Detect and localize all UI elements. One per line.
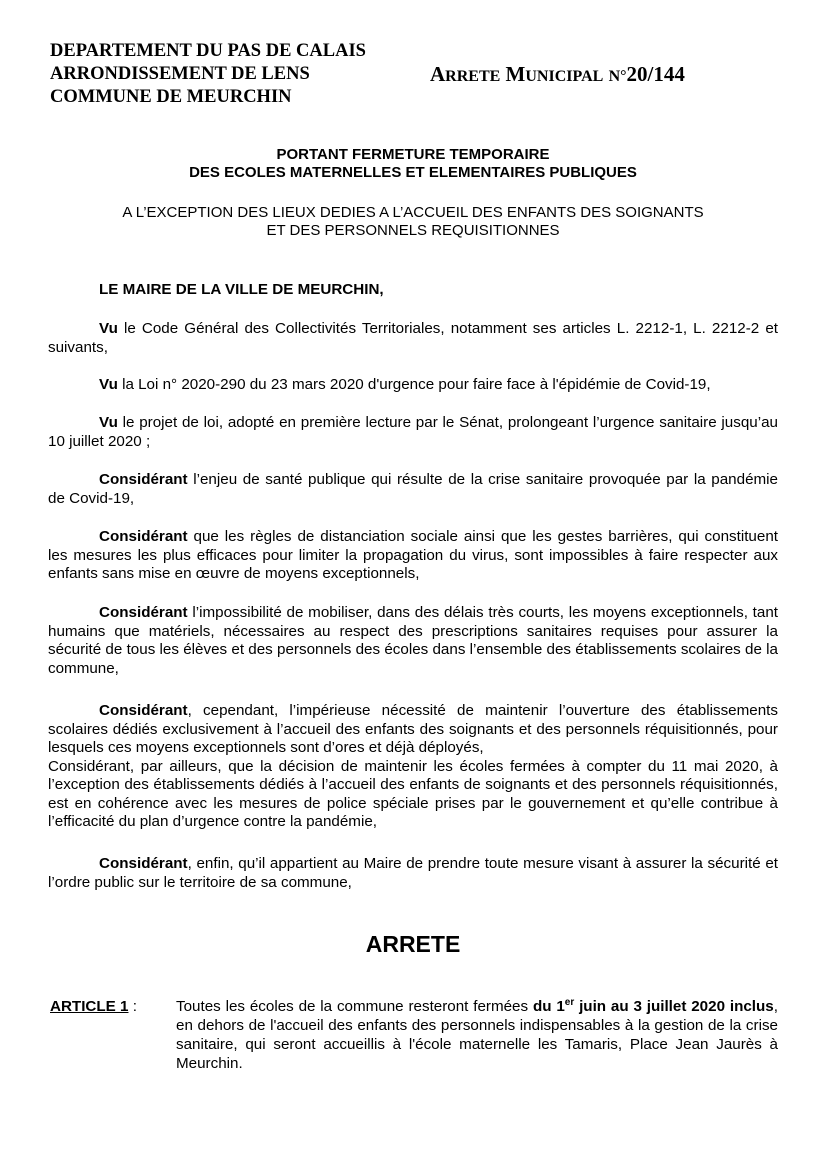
considerant-word: Considérant xyxy=(99,855,188,872)
title-line-1: PORTANT FERMETURE TEMPORAIRE xyxy=(276,146,550,163)
vu-word: Vu xyxy=(99,414,118,431)
considerant-text-1: l’enjeu de santé publique qui résulte de la crise sanitaire provoquée par la pandémie de Covid-19, xyxy=(48,471,778,507)
considerant-text-4b: Considérant, par ailleurs, que la décision de maintenir les écoles fermées à compter du 11 mai 2020, à l’exception des établissements dédiés à l’accueil des enfants de soignants et des personnels réquisitionnés, est en cohérence avec les mesures de police spéciale prises par le gouvernement et qu’elle contribue à l’efficacité du plan d’urgence contre la pandémie, xyxy=(48,757,778,830)
municipal-word-initial: M xyxy=(505,62,526,86)
arrete-word-initial: A xyxy=(430,62,446,86)
article-1-text-end: , en dehors de l'accueil des enfants des personnels indispensables à la gestion de la crise sanitaire, qui seront accueillis à l'école maternelle les Tamaris, Place Jean Jaurès à Meurchin. xyxy=(176,998,778,1072)
title-line-2: DES ECOLES MATERNELLES ET ELEMENTAIRES PUBLIQUES xyxy=(189,164,637,181)
article-1-label: ARTICLE 1 xyxy=(50,998,129,1015)
considerant-paragraph-5 xyxy=(48,855,778,892)
considerant-paragraph-2 xyxy=(48,528,778,584)
header-commune: COMMUNE DE MEURCHIN xyxy=(50,87,292,107)
considerant-word: Considérant xyxy=(99,528,188,545)
vu-word: Vu xyxy=(99,376,118,393)
considerant-paragraph-3 xyxy=(48,604,778,678)
header-authority-block xyxy=(50,40,366,109)
vu-text-1: le Code Général des Collectivités Territoriales, notamment ses articles L. 2212-1, L. 2212-2 et suivants, xyxy=(48,320,778,356)
number-prefix: N° xyxy=(608,68,627,85)
header-arrondissement: ARRONDISSEMENT DE LENS xyxy=(50,64,310,84)
article-1-label-block xyxy=(50,997,137,1016)
municipal-word-rest: UNICIPAL xyxy=(525,68,604,85)
considerant-text-4: , cependant, l’impérieuse nécessité de maintenir l’ouverture des établissements scolaires dédiés exclusivement à l’accueil des enfants des soignants et des personnels réquisitionnés, pour lesquels ces moyens exceptionnels sont d’ores et déjà déployés, xyxy=(48,702,778,756)
subtitle-line-2: ET DES PERSONNELS REQUISITIONNES xyxy=(266,222,560,239)
arrete-number-heading xyxy=(430,62,685,87)
considerant-word: Considérant xyxy=(99,471,188,488)
arrete-word-rest: RRETE xyxy=(445,68,501,85)
subtitle-line-1: A L’EXCEPTION DES LIEUX DEDIES A L’ACCUEIL DES ENFANTS DES SOIGNANTS xyxy=(122,204,704,221)
considerant-text-3: l’impossibilité de mobiliser, dans des délais très courts, les moyens exceptionnels, tant humains que matériels, nécessaires au respect des prescriptions sanitaires requises pour assurer la sécurité de tous les élèves et des personnels des écoles dans l’ensemble des établissements scolaires de la commune, xyxy=(48,604,778,677)
vu-word: Vu xyxy=(99,320,118,337)
article-1-superscript: er xyxy=(564,996,575,1008)
header-departement: DEPARTEMENT DU PAS DE CALAIS xyxy=(50,41,366,61)
considerant-text-5: , enfin, qu’il appartient au Maire de prendre toute mesure visant à assurer la sécurité et l’ordre public sur le territoire de sa commune, xyxy=(48,855,778,891)
article-1-text xyxy=(176,997,778,1073)
considerant-paragraph-4 xyxy=(48,702,778,832)
vu-paragraph-1 xyxy=(48,320,778,357)
article-1-colon: : xyxy=(128,998,137,1015)
considerant-word: Considérant xyxy=(99,702,188,719)
vu-paragraph-3 xyxy=(48,414,778,451)
article-1-dates xyxy=(533,998,774,1015)
document-title xyxy=(48,146,778,182)
article-1-bold-rest: juin au 3 juillet 2020 inclus xyxy=(574,998,774,1015)
vu-text-2: la Loi n° 2020-290 du 23 mars 2020 d'urgence pour faire face à l'épidémie de Covid-19, xyxy=(117,376,711,393)
document-subtitle xyxy=(48,204,778,240)
maire-heading: LE MAIRE DE LA VILLE DE MEURCHIN, xyxy=(99,281,384,298)
arrete-heading: ARRETE xyxy=(365,931,461,957)
vu-text-3: le projet de loi, adopté en première lecture par le Sénat, prolongeant l’urgence sanitaire jusqu’au 10 juillet 2020 ; xyxy=(48,414,778,450)
article-1-bold-du: du 1 xyxy=(532,998,565,1015)
maire-heading-block xyxy=(48,281,778,300)
arrete-number: 20/144 xyxy=(626,62,685,86)
considerant-text-2: que les règles de distanciation sociale ainsi que les gestes barrières, qui constituent les mesures les plus efficaces pour limiter la propagation du virus, sont impossibles à faire respecter aux enfants sans mise en œuvre de moyens exceptionnels, xyxy=(48,528,778,582)
considerant-word: Considérant xyxy=(99,604,188,621)
considerant-paragraph-1 xyxy=(48,471,778,508)
article-1-text-start: Toutes les écoles de la commune resteront fermées xyxy=(176,998,533,1015)
vu-paragraph-2 xyxy=(48,376,778,395)
